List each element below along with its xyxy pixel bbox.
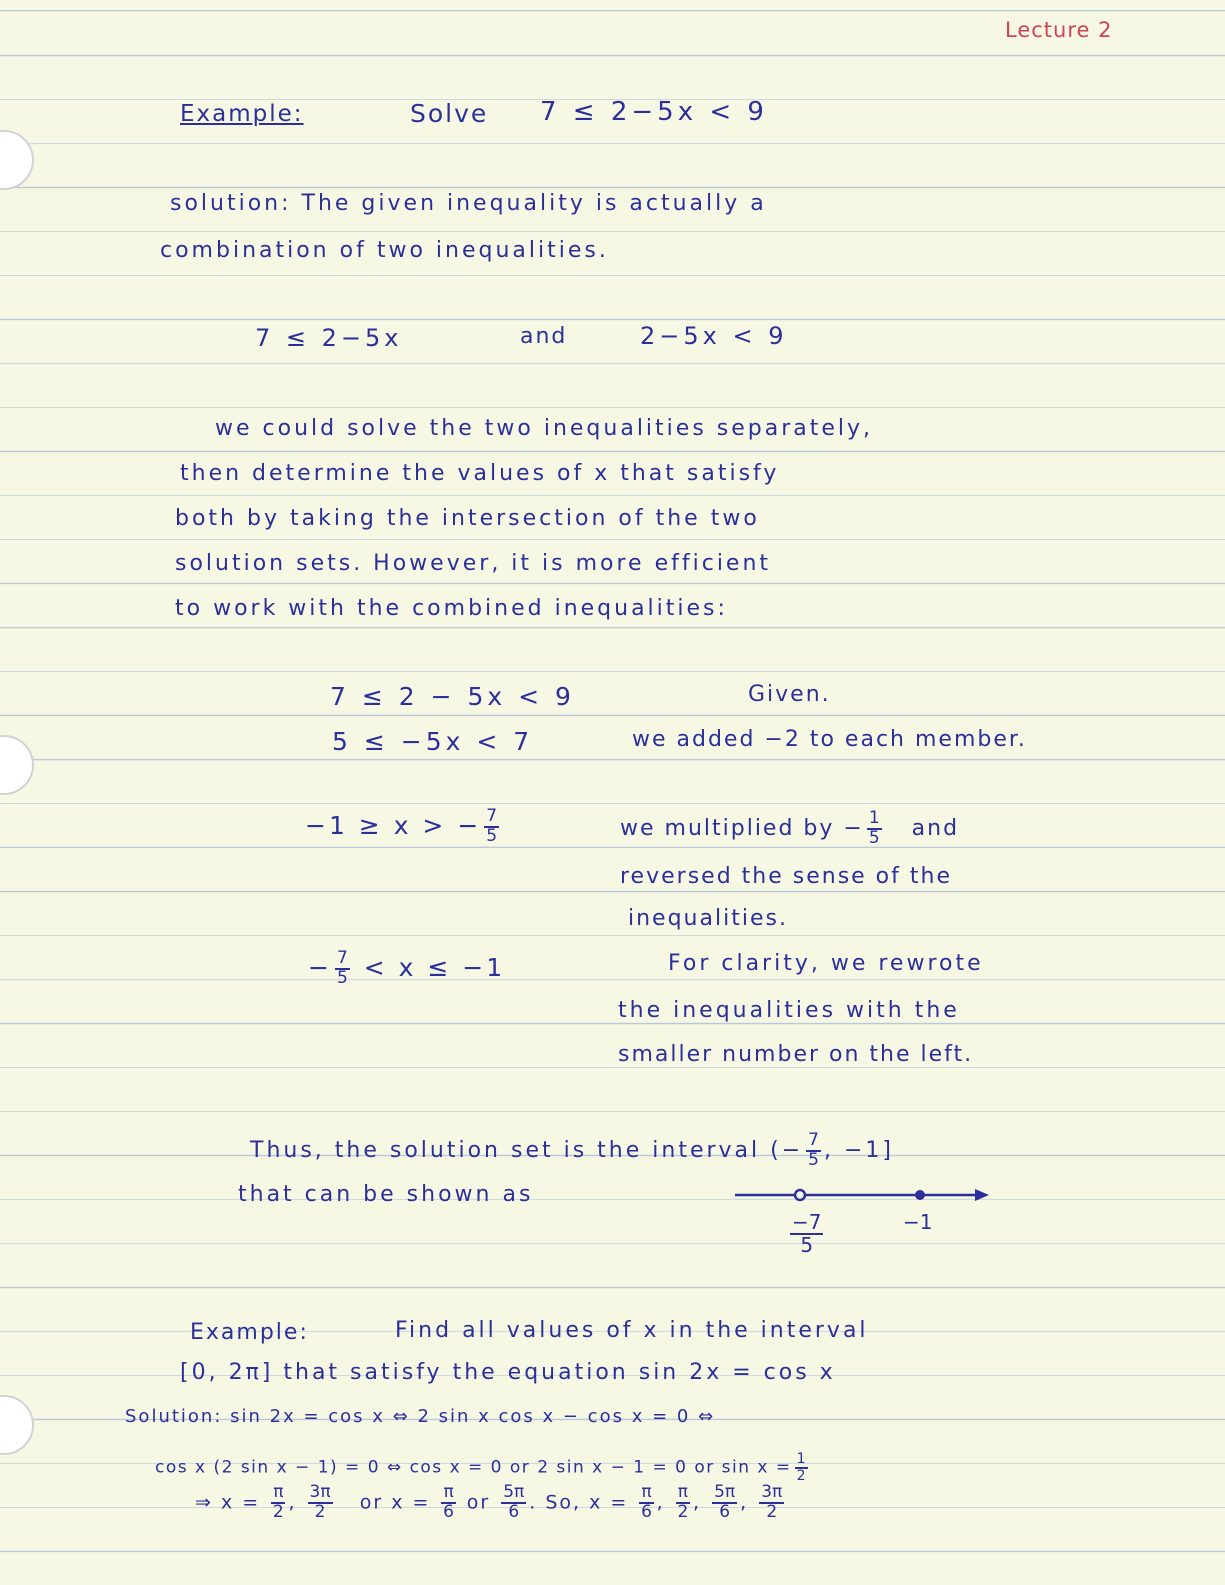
binder-hole	[0, 735, 34, 795]
split-left-inequality: 7 ≤ 2−5x	[255, 324, 403, 352]
open-endpoint	[795, 1190, 805, 1200]
paragraph-line-5: to work with the combined inequalities:	[175, 596, 728, 621]
paragraph-line-2: then determine the values of x that satisfy	[180, 461, 780, 486]
number-line-arrow-icon	[975, 1189, 989, 1201]
fraction: $\frac{\pi}{2}$	[677, 1482, 689, 1522]
binder-hole	[0, 130, 34, 190]
step4-note-line-1: For clarity, we rewrote	[668, 951, 984, 976]
fraction: $\frac{\pi}{6}$	[641, 1482, 652, 1522]
step1-note: Given.	[748, 682, 831, 707]
fraction: $\frac{1}{5}$	[868, 808, 880, 848]
solution-line-1: solution: The given inequality is actually a	[170, 191, 767, 216]
paragraph-line-3: both by taking the intersection of the two	[175, 506, 760, 531]
step3-expr-text: −1 ≥ x > −	[305, 810, 482, 840]
step3-note-line-1: we multiplied by − $\frac{1}{5}$ and	[620, 808, 960, 848]
fraction: $\frac{1}{2}$	[796, 1451, 806, 1484]
step4-note-line-3: smaller number on the left.	[618, 1042, 974, 1067]
example1-label: Example:	[180, 101, 304, 127]
number-line-right-label: −1	[903, 1210, 933, 1234]
example2-label: Example:	[190, 1320, 309, 1345]
fraction: $\frac{5\pi}{6}$	[714, 1482, 736, 1522]
fraction: $\frac{7}{5}$	[336, 948, 348, 988]
step3-note-line-2: reversed the sense of the	[620, 864, 952, 889]
split-and: and	[520, 324, 568, 349]
example2-line-5: ⇒ x = $\frac{\pi}{2}$ , $\frac{3\pi}{2}$ or x = $\frac{\pi}{6}$ or $\frac{5\pi}{6}$ . So, x = $\frac{\pi}{6}$ , $\frac{\pi}{2}$ , $\frac{5\pi}{6}$ , $\frac{3\pi}{2}$	[195, 1482, 783, 1522]
closed-endpoint	[915, 1190, 925, 1200]
number-line-left-label: $\frac{-7}{5}$	[792, 1210, 822, 1257]
step2-note: we added −2 to each member.	[632, 727, 1027, 752]
fraction: $\frac{7}{5}$	[486, 806, 498, 846]
fraction: $\frac{3\pi}{2}$	[761, 1482, 783, 1522]
solution-line-2: combination of two inequalities.	[160, 238, 609, 263]
example2-line-3: Solution: sin 2x = cos x ⇔ 2 sin x cos x − cos x = 0 ⇔	[125, 1406, 716, 1427]
step3-note-line-3: inequalities.	[628, 906, 788, 931]
fraction: $\frac{\pi}{6}$	[443, 1482, 454, 1522]
paragraph-line-4: solution sets. However, it is more efficient	[175, 551, 772, 576]
problem-inequality: 7 ≤ 2−5x < 9	[540, 97, 768, 127]
binder-hole	[0, 1395, 34, 1455]
fraction: $\frac{\pi}{2}$	[272, 1482, 284, 1522]
example2-line-1: Find all values of x in the interval	[395, 1318, 869, 1343]
fraction: $\frac{7}{5}$	[808, 1130, 819, 1170]
step2-expression: 5 ≤ −5x < 7	[332, 727, 534, 756]
step4-note-line-2: the inequalities with the	[618, 998, 960, 1023]
paragraph-line-1: we could solve the two inequalities separately,	[215, 416, 874, 441]
example2-line-4: cos x (2 sin x − 1) = 0 ⇔ cos x = 0 or 2 sin x − 1 = 0 or sin x = $\frac{1}{2}$	[155, 1451, 806, 1484]
solve-word: Solve	[410, 99, 489, 128]
step3-expression	[305, 808, 502, 846]
fraction: $\frac{3\pi}{2}$	[309, 1482, 331, 1522]
conclusion-line-1: Thus, the solution set is the interval (− $\frac{7}{5}$ , −1]	[250, 1130, 894, 1170]
lecture-label: Lecture 2	[1005, 18, 1113, 42]
step1-expression: 7 ≤ 2 − 5x < 9	[330, 682, 575, 711]
number-line	[735, 1180, 995, 1210]
example2-line-2: [0, 2π] that satisfy the equation sin 2x = cos x	[180, 1360, 836, 1385]
fraction: $\frac{5\pi}{6}$	[503, 1482, 525, 1522]
conclusion-line-2: that can be shown as	[238, 1182, 534, 1207]
split-right-inequality: 2−5x < 9	[640, 322, 788, 350]
number-line-graphic	[735, 1180, 995, 1210]
step4-expression: − $\frac{7}{5}$ < x ≤ −1	[308, 948, 506, 988]
